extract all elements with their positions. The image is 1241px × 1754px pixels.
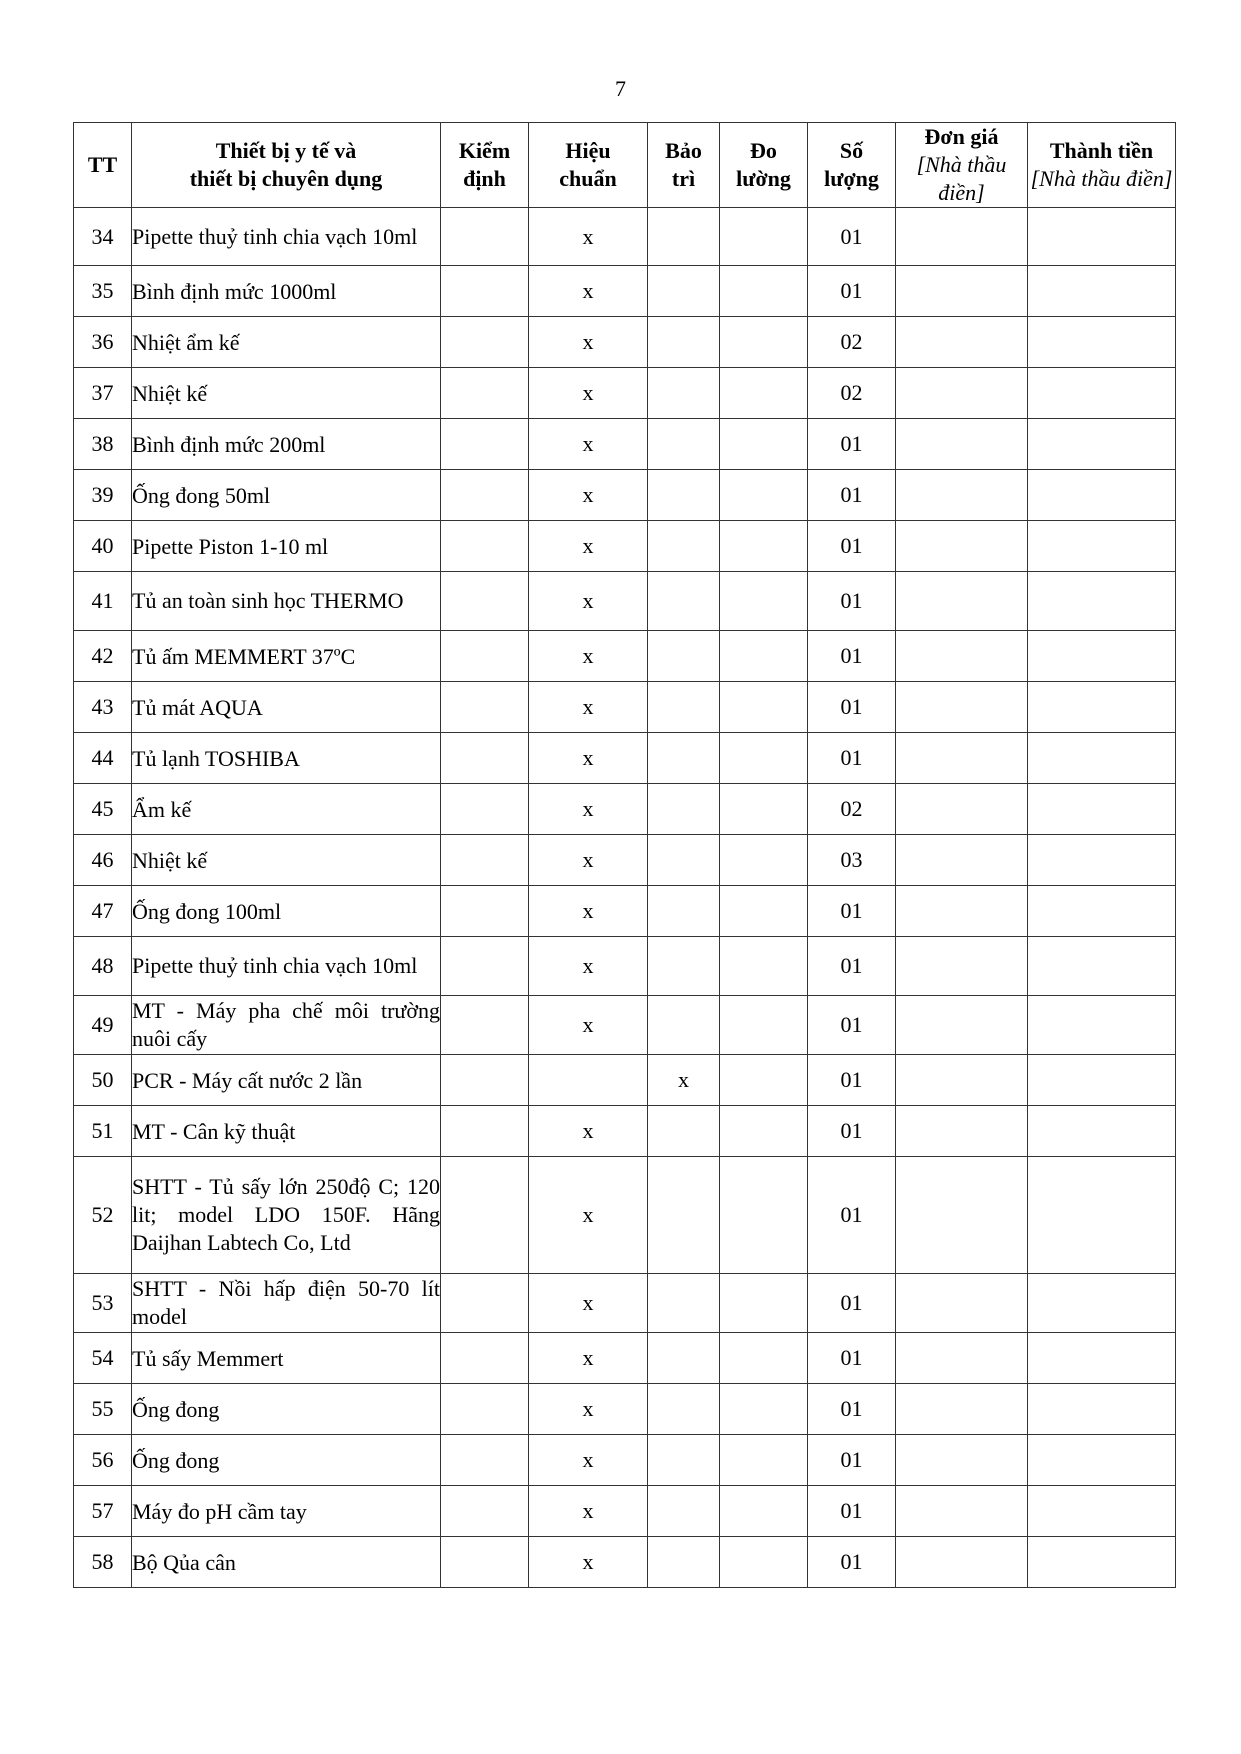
cell-so-luong: 01 (808, 1157, 896, 1274)
cell-thanh-tien (1028, 1055, 1176, 1106)
cell-bao-tri (648, 1274, 720, 1333)
cell-so-luong: 02 (808, 368, 896, 419)
table-row (74, 682, 1176, 733)
cell-name: Tủ sấy Memmert (132, 1333, 441, 1384)
cell-tt: 57 (74, 1486, 132, 1537)
cell-kiem-dinh (441, 835, 529, 886)
cell-kiem-dinh (441, 937, 529, 996)
cell-so-luong: 01 (808, 572, 896, 631)
table-row (74, 1435, 1176, 1486)
cell-hieu-chuan: x (529, 521, 648, 572)
cell-hieu-chuan: x (529, 937, 648, 996)
cell-don-gia (896, 1435, 1028, 1486)
cell-don-gia (896, 521, 1028, 572)
cell-don-gia (896, 1106, 1028, 1157)
table-row (74, 572, 1176, 631)
cell-tt: 54 (74, 1333, 132, 1384)
cell-thanh-tien (1028, 1274, 1176, 1333)
cell-tt: 40 (74, 521, 132, 572)
cell-do-luong (720, 996, 808, 1055)
cell-hieu-chuan: x (529, 470, 648, 521)
cell-kiem-dinh (441, 996, 529, 1055)
cell-so-luong: 01 (808, 1106, 896, 1157)
cell-don-gia (896, 1157, 1028, 1274)
cell-thanh-tien (1028, 208, 1176, 266)
cell-don-gia (896, 208, 1028, 266)
cell-name: PCR - Máy cất nước 2 lần (132, 1055, 441, 1106)
cell-name: Tủ lạnh TOSHIBA (132, 733, 441, 784)
cell-so-luong: 01 (808, 266, 896, 317)
cell-kiem-dinh (441, 1055, 529, 1106)
cell-do-luong (720, 631, 808, 682)
cell-kiem-dinh (441, 784, 529, 835)
cell-kiem-dinh (441, 521, 529, 572)
table-row (74, 317, 1176, 368)
cell-tt: 50 (74, 1055, 132, 1106)
cell-do-luong (720, 784, 808, 835)
cell-so-luong: 01 (808, 1435, 896, 1486)
cell-kiem-dinh (441, 631, 529, 682)
cell-bao-tri (648, 1157, 720, 1274)
cell-bao-tri (648, 1106, 720, 1157)
cell-thanh-tien (1028, 521, 1176, 572)
table-row (74, 368, 1176, 419)
header-thanh-tien-note: [Nhà thầu điền] (1030, 166, 1173, 191)
cell-do-luong (720, 1157, 808, 1274)
cell-do-luong (720, 1274, 808, 1333)
cell-name: Ống đong 50ml (132, 470, 441, 521)
header-hieu-chuan: Hiệu chuẩn (529, 123, 648, 208)
table-row (74, 1333, 1176, 1384)
cell-tt: 51 (74, 1106, 132, 1157)
cell-don-gia (896, 1333, 1028, 1384)
cell-do-luong (720, 1333, 808, 1384)
cell-tt: 39 (74, 470, 132, 521)
cell-tt: 48 (74, 937, 132, 996)
cell-tt: 43 (74, 682, 132, 733)
cell-tt: 55 (74, 1384, 132, 1435)
cell-thanh-tien (1028, 1435, 1176, 1486)
table-row (74, 208, 1176, 266)
cell-tt: 36 (74, 317, 132, 368)
cell-do-luong (720, 368, 808, 419)
cell-thanh-tien (1028, 1157, 1176, 1274)
cell-bao-tri (648, 631, 720, 682)
cell-don-gia (896, 1055, 1028, 1106)
cell-so-luong: 01 (808, 1537, 896, 1588)
cell-bao-tri (648, 937, 720, 996)
cell-kiem-dinh (441, 886, 529, 937)
cell-thanh-tien (1028, 572, 1176, 631)
cell-bao-tri (648, 1384, 720, 1435)
cell-so-luong: 01 (808, 419, 896, 470)
header-kiem-dinh: Kiểm định (441, 123, 529, 208)
cell-do-luong (720, 208, 808, 266)
cell-name: Nhiệt kế (132, 835, 441, 886)
cell-thanh-tien (1028, 1537, 1176, 1588)
cell-kiem-dinh (441, 682, 529, 733)
cell-do-luong (720, 470, 808, 521)
table-row (74, 1274, 1176, 1333)
cell-don-gia (896, 1274, 1028, 1333)
cell-hieu-chuan: x (529, 631, 648, 682)
cell-name: Máy đo pH cầm tay (132, 1486, 441, 1537)
table-row (74, 521, 1176, 572)
cell-hieu-chuan: x (529, 1435, 648, 1486)
cell-bao-tri (648, 996, 720, 1055)
cell-do-luong (720, 317, 808, 368)
cell-thanh-tien (1028, 419, 1176, 470)
cell-hieu-chuan: x (529, 1486, 648, 1537)
cell-hieu-chuan: x (529, 1537, 648, 1588)
cell-tt: 35 (74, 266, 132, 317)
cell-tt: 53 (74, 1274, 132, 1333)
cell-bao-tri (648, 1333, 720, 1384)
equipment-table (73, 122, 1176, 1588)
cell-name: Ẩm kế (132, 784, 441, 835)
cell-name: Bình định mức 200ml (132, 419, 441, 470)
cell-name: Nhiệt kế (132, 368, 441, 419)
cell-tt: 34 (74, 208, 132, 266)
cell-do-luong (720, 733, 808, 784)
cell-so-luong: 01 (808, 470, 896, 521)
cell-kiem-dinh (441, 1274, 529, 1333)
cell-name: Pipette thuỷ tinh chia vạch 10ml (132, 937, 441, 996)
cell-do-luong (720, 1106, 808, 1157)
cell-hieu-chuan: x (529, 835, 648, 886)
cell-hieu-chuan: x (529, 208, 648, 266)
cell-so-luong: 02 (808, 317, 896, 368)
cell-kiem-dinh (441, 419, 529, 470)
cell-bao-tri (648, 317, 720, 368)
cell-name: Ống đong (132, 1435, 441, 1486)
cell-kiem-dinh (441, 572, 529, 631)
cell-don-gia (896, 682, 1028, 733)
cell-hieu-chuan: x (529, 419, 648, 470)
cell-kiem-dinh (441, 1435, 529, 1486)
header-don-gia-note: [Nhà thầu điền] (916, 152, 1007, 205)
cell-kiem-dinh (441, 470, 529, 521)
cell-hieu-chuan: x (529, 733, 648, 784)
cell-bao-tri (648, 266, 720, 317)
cell-bao-tri (648, 1486, 720, 1537)
table-row (74, 266, 1176, 317)
cell-name: Bộ Qủa cân (132, 1537, 441, 1588)
cell-so-luong: 03 (808, 835, 896, 886)
cell-so-luong: 01 (808, 1333, 896, 1384)
table-row (74, 996, 1176, 1055)
cell-bao-tri (648, 521, 720, 572)
cell-do-luong (720, 682, 808, 733)
cell-kiem-dinh (441, 317, 529, 368)
cell-do-luong (720, 1486, 808, 1537)
cell-so-luong: 02 (808, 784, 896, 835)
cell-so-luong: 01 (808, 996, 896, 1055)
cell-do-luong (720, 886, 808, 937)
cell-hieu-chuan: x (529, 1333, 648, 1384)
cell-tt: 45 (74, 784, 132, 835)
table-row (74, 1384, 1176, 1435)
table-row (74, 886, 1176, 937)
cell-kiem-dinh (441, 1384, 529, 1435)
cell-kiem-dinh (441, 1106, 529, 1157)
cell-name: Tủ ấm MEMMERT 37ºC (132, 631, 441, 682)
header-thanh-tien: Thành tiền [Nhà thầu điền] (1028, 123, 1176, 208)
cell-thanh-tien (1028, 733, 1176, 784)
cell-don-gia (896, 631, 1028, 682)
cell-name: Pipette Piston 1-10 ml (132, 521, 441, 572)
cell-do-luong (720, 1537, 808, 1588)
cell-hieu-chuan: x (529, 572, 648, 631)
cell-bao-tri (648, 1537, 720, 1588)
cell-don-gia (896, 733, 1028, 784)
cell-name: Tủ an toàn sinh học THERMO (132, 572, 441, 631)
page-number: 7 (615, 76, 626, 101)
header-device: Thiết bị y tế và thiết bị chuyên dụng (132, 123, 441, 208)
cell-bao-tri (648, 682, 720, 733)
cell-so-luong: 01 (808, 1384, 896, 1435)
cell-so-luong: 01 (808, 937, 896, 996)
cell-tt: 44 (74, 733, 132, 784)
cell-don-gia (896, 937, 1028, 996)
cell-thanh-tien (1028, 266, 1176, 317)
cell-so-luong: 01 (808, 1055, 896, 1106)
cell-hieu-chuan: x (529, 1274, 648, 1333)
cell-bao-tri (648, 835, 720, 886)
cell-tt: 42 (74, 631, 132, 682)
cell-hieu-chuan: x (529, 996, 648, 1055)
cell-don-gia (896, 266, 1028, 317)
cell-bao-tri (648, 419, 720, 470)
cell-hieu-chuan: x (529, 784, 648, 835)
cell-tt: 58 (74, 1537, 132, 1588)
cell-thanh-tien (1028, 784, 1176, 835)
cell-bao-tri (648, 1435, 720, 1486)
cell-hieu-chuan: x (529, 682, 648, 733)
cell-don-gia (896, 368, 1028, 419)
cell-tt: 37 (74, 368, 132, 419)
cell-thanh-tien (1028, 835, 1176, 886)
cell-tt: 41 (74, 572, 132, 631)
cell-name: Ống đong 100ml (132, 886, 441, 937)
cell-tt: 56 (74, 1435, 132, 1486)
cell-bao-tri (648, 733, 720, 784)
cell-bao-tri (648, 572, 720, 631)
cell-name: MT - Máy pha chế môi trường nuôi cấy (132, 996, 441, 1055)
cell-thanh-tien (1028, 1384, 1176, 1435)
table-row (74, 1537, 1176, 1588)
cell-kiem-dinh (441, 1333, 529, 1384)
cell-don-gia (896, 470, 1028, 521)
table-header-row (74, 123, 1176, 208)
cell-kiem-dinh (441, 368, 529, 419)
cell-thanh-tien (1028, 368, 1176, 419)
cell-do-luong (720, 419, 808, 470)
cell-name: SHTT - Nồi hấp điện 50-70 lít model (132, 1274, 441, 1333)
cell-so-luong: 01 (808, 631, 896, 682)
cell-tt: 38 (74, 419, 132, 470)
cell-hieu-chuan: x (529, 1157, 648, 1274)
cell-name: Tủ mát AQUA (132, 682, 441, 733)
cell-tt: 52 (74, 1157, 132, 1274)
header-tt: TT (74, 123, 132, 208)
cell-bao-tri (648, 470, 720, 521)
cell-hieu-chuan: x (529, 1106, 648, 1157)
cell-don-gia (896, 886, 1028, 937)
cell-kiem-dinh (441, 1157, 529, 1274)
cell-thanh-tien (1028, 1333, 1176, 1384)
cell-bao-tri (648, 368, 720, 419)
cell-kiem-dinh (441, 208, 529, 266)
cell-tt: 47 (74, 886, 132, 937)
cell-thanh-tien (1028, 886, 1176, 937)
cell-don-gia (896, 1384, 1028, 1435)
table-row (74, 1486, 1176, 1537)
cell-so-luong: 01 (808, 886, 896, 937)
cell-bao-tri (648, 886, 720, 937)
header-so-luong: Số lượng (808, 123, 896, 208)
cell-hieu-chuan: x (529, 266, 648, 317)
table-row (74, 631, 1176, 682)
table-body (74, 208, 1176, 1588)
cell-kiem-dinh (441, 733, 529, 784)
cell-don-gia (896, 1537, 1028, 1588)
table-row (74, 1106, 1176, 1157)
table-row (74, 419, 1176, 470)
cell-do-luong (720, 1055, 808, 1106)
cell-don-gia (896, 572, 1028, 631)
table-row (74, 1055, 1176, 1106)
cell-thanh-tien (1028, 682, 1176, 733)
cell-name: MT - Cân kỹ thuật (132, 1106, 441, 1157)
cell-kiem-dinh (441, 266, 529, 317)
cell-don-gia (896, 835, 1028, 886)
cell-do-luong (720, 521, 808, 572)
cell-bao-tri (648, 208, 720, 266)
cell-hieu-chuan (529, 1055, 648, 1106)
table-row (74, 1157, 1176, 1274)
cell-thanh-tien (1028, 1106, 1176, 1157)
cell-name: Ống đong (132, 1384, 441, 1435)
cell-don-gia (896, 784, 1028, 835)
cell-so-luong: 01 (808, 521, 896, 572)
cell-hieu-chuan: x (529, 886, 648, 937)
cell-bao-tri: x (648, 1055, 720, 1106)
cell-do-luong (720, 1384, 808, 1435)
cell-tt: 49 (74, 996, 132, 1055)
cell-don-gia (896, 996, 1028, 1055)
header-bao-tri: Bảo trì (648, 123, 720, 208)
table-row (74, 835, 1176, 886)
table-row (74, 937, 1176, 996)
cell-thanh-tien (1028, 470, 1176, 521)
cell-tt: 46 (74, 835, 132, 886)
cell-do-luong (720, 572, 808, 631)
cell-so-luong: 01 (808, 682, 896, 733)
cell-name: Bình định mức 1000ml (132, 266, 441, 317)
header-do-luong: Đo lường (720, 123, 808, 208)
cell-hieu-chuan: x (529, 368, 648, 419)
cell-name: Nhiệt ẩm kế (132, 317, 441, 368)
cell-do-luong (720, 937, 808, 996)
cell-don-gia (896, 1486, 1028, 1537)
cell-name: Pipette thuỷ tinh chia vạch 10ml (132, 208, 441, 266)
cell-kiem-dinh (441, 1486, 529, 1537)
cell-kiem-dinh (441, 1537, 529, 1588)
cell-hieu-chuan: x (529, 1384, 648, 1435)
table-row (74, 733, 1176, 784)
cell-do-luong (720, 266, 808, 317)
table-row (74, 784, 1176, 835)
cell-thanh-tien (1028, 631, 1176, 682)
cell-so-luong: 01 (808, 208, 896, 266)
cell-so-luong: 01 (808, 1486, 896, 1537)
header-don-gia: Đơn giá [Nhà thầu điền] (896, 123, 1028, 208)
cell-thanh-tien (1028, 317, 1176, 368)
cell-don-gia (896, 419, 1028, 470)
cell-thanh-tien (1028, 1486, 1176, 1537)
cell-hieu-chuan: x (529, 317, 648, 368)
cell-so-luong: 01 (808, 1274, 896, 1333)
cell-don-gia (896, 317, 1028, 368)
cell-thanh-tien (1028, 937, 1176, 996)
cell-do-luong (720, 1435, 808, 1486)
table-row (74, 470, 1176, 521)
cell-name: SHTT - Tủ sấy lớn 250độ C; 120 lit; model LDO 150F. Hãng Daijhan Labtech Co, Ltd (132, 1157, 441, 1274)
cell-thanh-tien (1028, 996, 1176, 1055)
cell-do-luong (720, 835, 808, 886)
cell-bao-tri (648, 784, 720, 835)
cell-so-luong: 01 (808, 733, 896, 784)
